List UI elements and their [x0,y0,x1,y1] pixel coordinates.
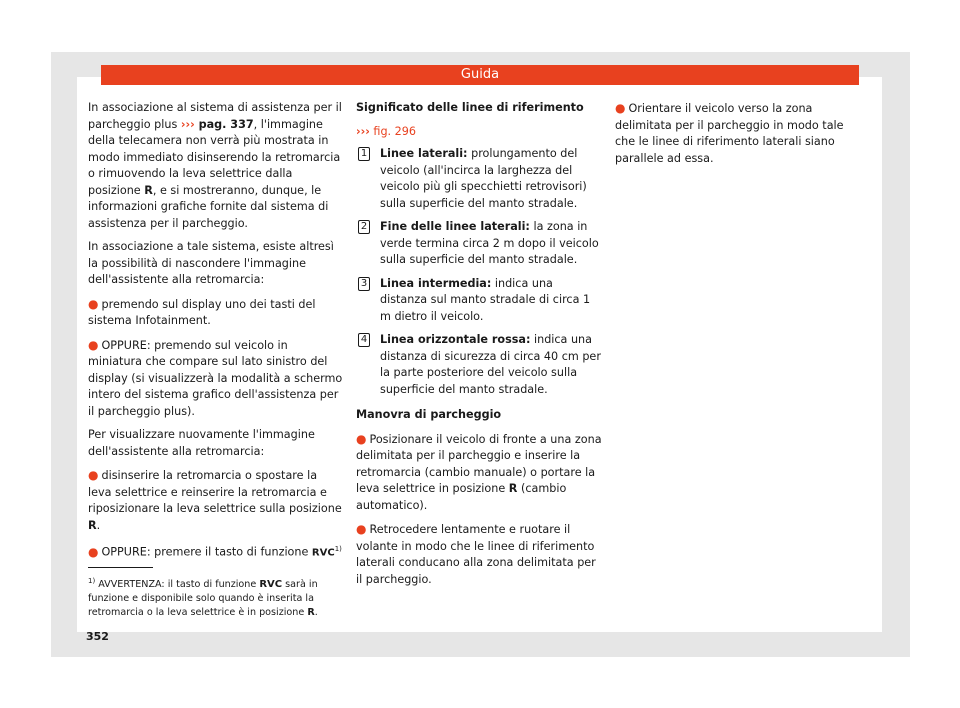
number-badge: 3 [358,277,370,291]
bullet-item [356,431,602,515]
bullet-item [615,100,860,167]
middle-column [356,100,602,595]
bullet-text: . [96,518,101,532]
footnote-text: AVVERTENZA: il tasto di funzione [95,579,260,591]
ref-label: pag. 337 [194,117,254,131]
number-badge: 1 [358,147,370,161]
gear-position-r: R [508,482,518,495]
footnote-text: . [314,607,318,619]
ref-arrows: ››› [180,117,195,131]
item-text: indica una distanza sul manto stradale di circa 1 m dietro il veicolo. [380,276,591,323]
item-term: Linea intermedia: [380,276,492,290]
figure-reference-link[interactable] [356,124,602,141]
item-text: indica una distanza di sicurezza di circa 40 cm per la parte posteriore del veicolo sulla superficie del manto stradale. [380,333,601,396]
bullet-icon: ● [88,337,99,352]
gear-position-r: R [88,518,97,532]
footnote-divider [88,567,153,568]
number-badge: 2 [358,220,370,234]
footnote-text: sarà in funzione e disponibile solo quando è inserita la retromarcia o la leva selettrice è in posizione [88,579,318,619]
footnote [88,574,350,620]
text: , e si mostreranno, dunque, le informazioni grafiche fornite dal sistema di assistenza per il parcheggio. [88,183,329,230]
bullet-text: disinserire la retromarcia o spostare la leva selettrice e reinserire la retromarcia e riposizionare la leva selettrice sulla posizione [88,469,342,515]
bullet-icon: ● [88,544,99,559]
rvc-key-label: RVC [259,579,283,591]
bullet-item [88,467,344,534]
item-text: prolungamento del veicolo (all'incirca la larghezza del veicolo più gli specchietti retrovisori) sulla superficie del manto stradale. [380,147,587,210]
bullet-item [88,337,344,421]
section-header: Guida [101,65,859,85]
numbered-item [356,332,602,398]
bullet-text: OPPURE: premendo sul veicolo in miniatura che compare sul lato sinistro del display (si visualizzerà la modalità a schermo intero del sistema grafico dell'assistenza per il parcheggio plus). [88,338,343,418]
paragraph-hide-image: In associazione a tale sistema, esiste altresì la possibilità di nascondere l'immagine dell'assistente alla retromarcia: [88,240,334,286]
rvc-key-label: RVC [311,547,335,559]
number-badge: 4 [358,333,370,347]
bullet-icon: ● [615,101,626,115]
ref-arrows: ››› [356,124,370,138]
page-reference-link[interactable] [181,118,254,131]
paragraph-show-again: Per visualizzare nuovamente l'immagine dell'assistente alla retromarcia: [88,428,315,458]
gear-position-r: R [307,607,315,619]
bullet-text: premendo sul display uno dei tasti del sistema Infotainment. [88,297,316,327]
gear-position-r: R [144,183,153,197]
bullet-icon: ● [88,468,99,482]
paragraph-intro [88,100,344,232]
footnote-marker: 1) [88,577,96,585]
bullet-text: Orientare il veicolo verso la zona delimitata per il parcheggio in modo tale che le linee di riferimento laterali siano parallele ad essa. [615,102,844,165]
bullet-item [88,541,344,562]
footnote-marker[interactable]: 1) [334,545,342,553]
numbered-item [356,276,602,326]
text: , l'immagine della telecamera non verrà più mostrata in modo immediato disinserendo la retromarcia o rimuovendo la leva selettrice dalla posizione [88,117,341,197]
bullet-text: Posizionare il veicolo di fronte a una zona delimitata per il parcheggio e inserire la retromarcia (cambio manuale) o portare la leva selettrice in posizione [356,432,602,495]
bullet-text: (cambio automatico). [356,482,567,512]
left-column [88,100,344,569]
bullet-text: OPPURE: premere il tasto di funzione [101,545,312,559]
item-term: Fine delle linee laterali: [380,220,530,233]
bullet-icon: ● [356,431,367,446]
item-term: Linee laterali: [380,147,468,160]
numbered-item [356,146,602,212]
item-text: la zona in verde termina circa 2 m dopo il veicolo sulla superficie del manto stradale. [380,220,599,266]
bullet-icon: ● [88,296,99,311]
heading-parking-maneuver: Manovra di parcheggio [356,408,502,421]
bullet-item [88,296,344,330]
numbered-item [356,219,602,269]
bullet-icon: ● [356,522,367,536]
right-column [615,100,860,174]
bullet-item [356,521,602,588]
heading-reference-lines: Significato delle linee di riferimento [356,101,584,114]
text: In associazione al sistema di assistenza per il parcheggio plus [88,101,342,131]
item-term: Linea orizzontale rossa: [380,333,531,346]
page-number: 352 [86,630,109,643]
ref-label: fig. 296 [369,124,417,138]
bullet-text: Retrocedere lentamente e ruotare il volante in modo che le linee di riferimento laterali conducano alla zona delimitata per il parcheggio. [356,523,596,586]
